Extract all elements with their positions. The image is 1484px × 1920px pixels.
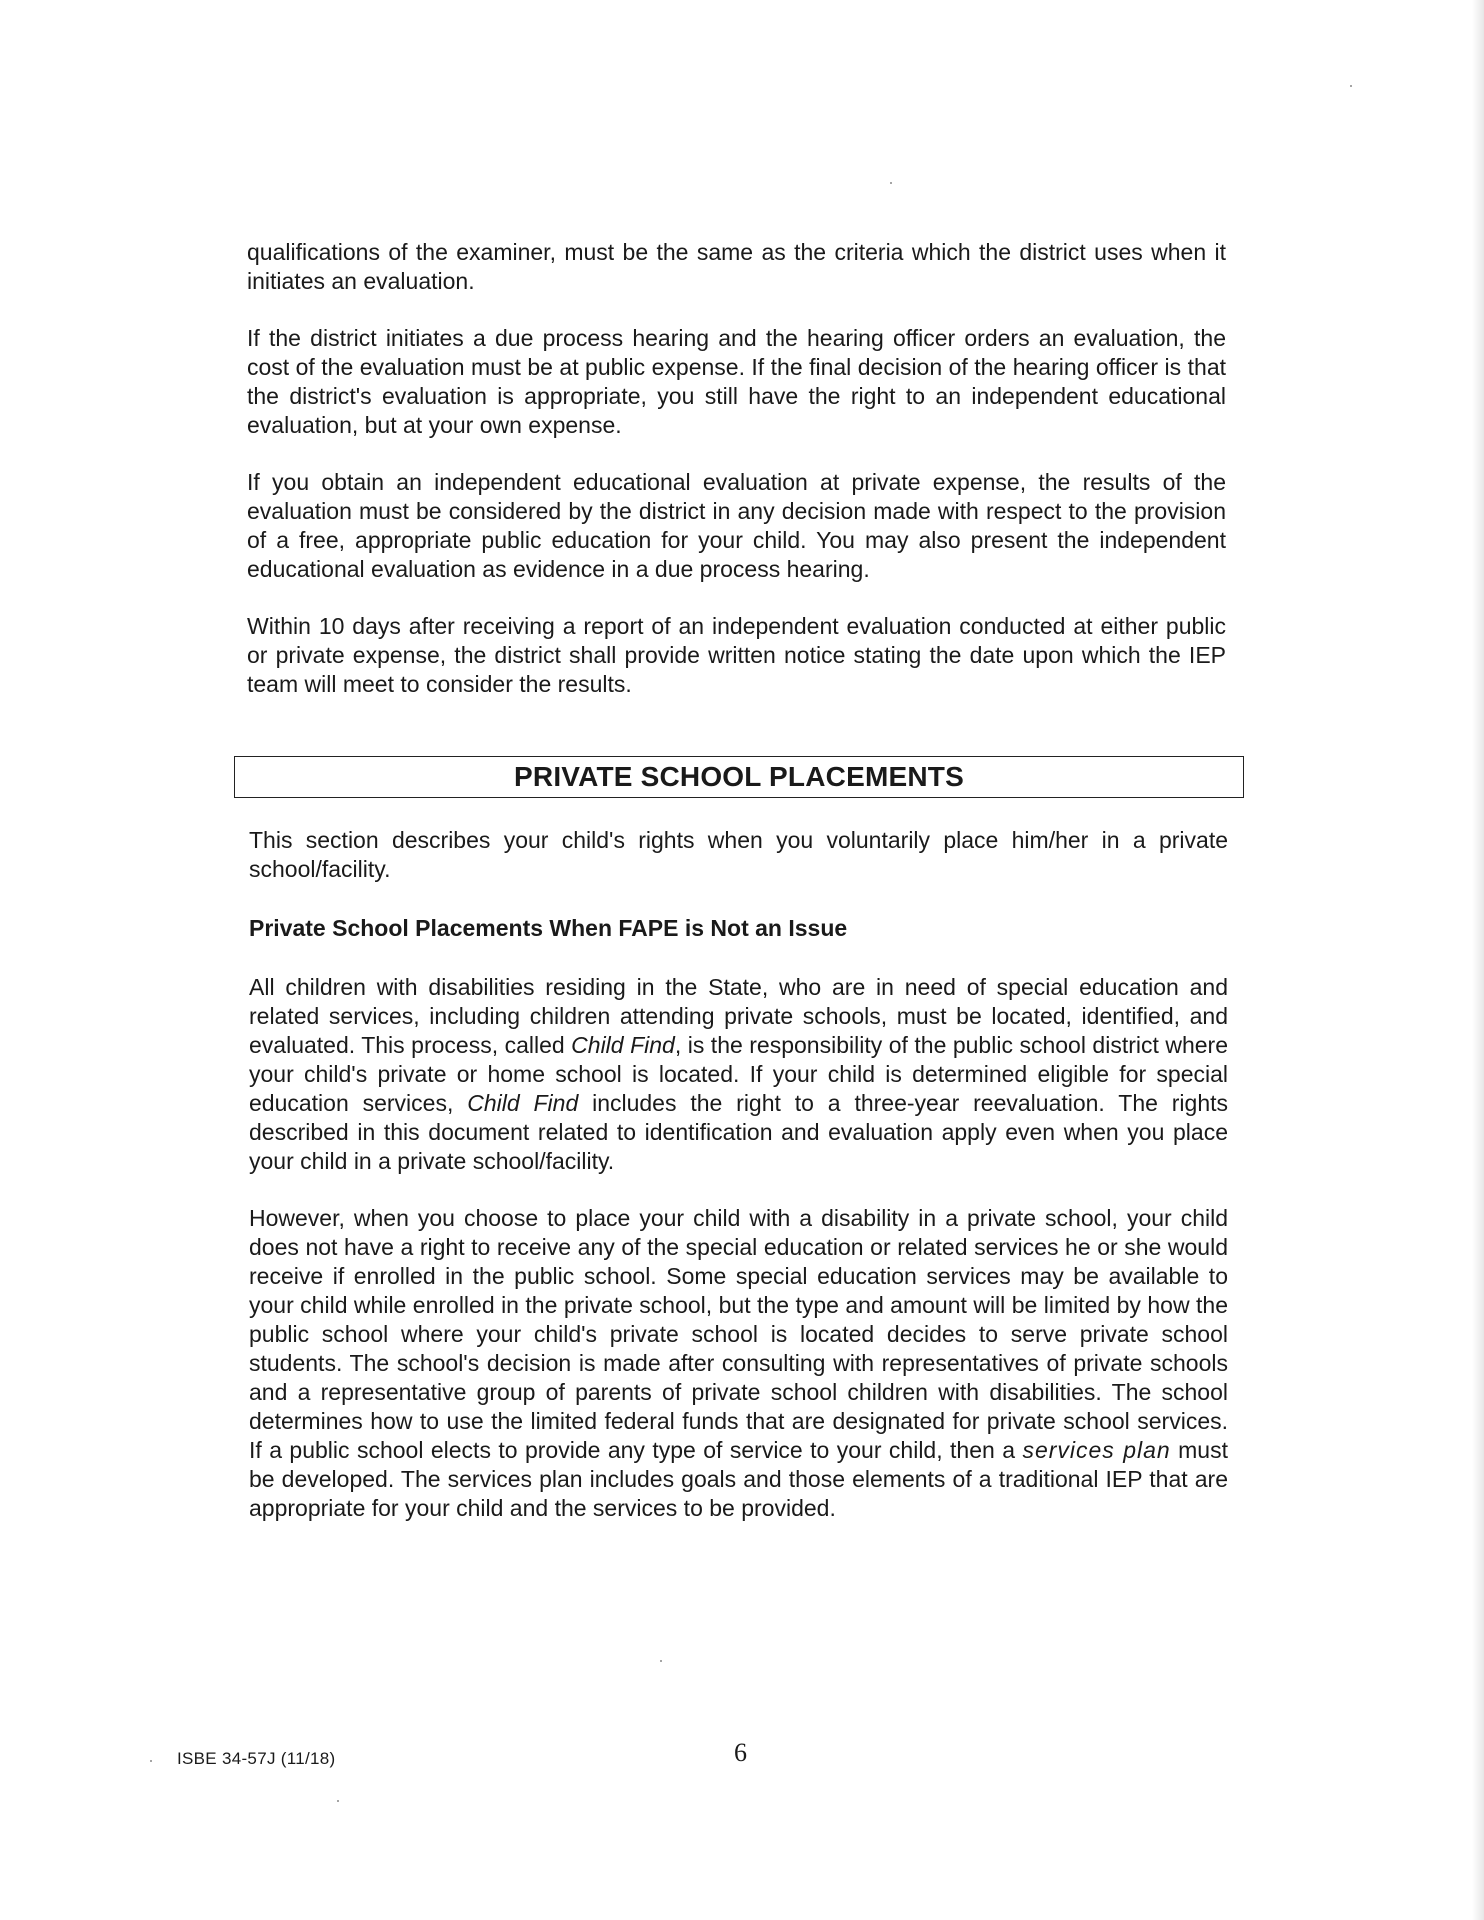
paragraph-due-process-evaluation: If the district initiates a due process hearing and the hearing officer orders an evaluation, the cost of the evaluation must be at public expense. If the final decision of the hearing officer is that the district's evaluation is appropriate, you still have the right to an independent educational evaluation, but at your own expense. [247,325,1226,438]
scan-speck [660,1660,662,1662]
text-run: must be developed. The services plan includes goals and those elements of a traditional IEP that are appropriate for your child and the services to be provided. [249,1437,1228,1521]
text-run: However, when you choose to place your child with a disability in a private school, your child does not have a right to receive any of the special education or related services he or she would receive if enrolled in the public school. Some special education services may be available to your child while enrolled in the private school, but the type and amount will be limited by how the public school where your child's private school is located decides to serve private school students. The school's decision is made after consulting with representatives of private schools and a representative group of parents of private school children with disabilities. The school determines how to use the limited federal funds that are designated for private school services. If a public school elects to provide any type of service to your child, then a [249,1205,1228,1463]
paragraph-examiner-criteria: qualifications of the examiner, must be the same as the criteria which the district uses when it initiates an evaluation. [247,239,1226,294]
scan-speck [337,1800,339,1802]
paragraph-child-find [249,973,1228,1176]
paragraph-ten-day-notice: Within 10 days after receiving a report of an independent evaluation conducted at either public or private expense, the district shall provide written notice stating the date upon which the IEP team will meet to consider the results. [247,613,1226,697]
text-run: All children with disabilities residing in the State, who are in need of special education and related services, including children attending private schools, must be located, identified, and evaluated. This process, called [249,974,1228,1058]
paragraph-services-plan [249,1204,1228,1523]
private-school-section [249,826,1228,1523]
page-number: 6 [734,1738,747,1767]
text-run: includes the right to a three-year reevaluation. The rights described in this document related to identification and evaluation apply even when you place your child in a private school/facility. [249,1090,1228,1174]
emphasis-services-plan: services plan [1022,1437,1171,1463]
top-text-block [247,238,1226,699]
section-intro: This section describes your child's rights when you voluntarily place him/her in a private school/facility. [249,827,1228,882]
scan-speck [150,1760,152,1762]
scan-speck [890,182,892,184]
section-title: PRIVATE SCHOOL PLACEMENTS [514,761,964,792]
text-run: , is the responsibility of the public school district where your child's private or home school is located. If your child is determined eligible for special education services, [249,1032,1229,1116]
emphasis-child-find: Child Find [571,1032,675,1058]
footer-form-id: ISBE 34-57J (11/18) [177,1749,336,1768]
scan-speck [1350,85,1352,87]
emphasis-child-find: Child Find [467,1090,579,1116]
subheading-fape-not-issue: Private School Placements When FAPE is Not an Issue [249,915,848,941]
scan-edge-shadow [1472,0,1484,1920]
paragraph-private-expense-evaluation: If you obtain an independent educational evaluation at private expense, the results of the evaluation must be considered by the district in any decision made with respect to the provision of a free, appropriate public education for your child. You may also present the independent educational evaluation as evidence in a due process hearing. [247,469,1226,582]
section-header-box [234,756,1244,798]
